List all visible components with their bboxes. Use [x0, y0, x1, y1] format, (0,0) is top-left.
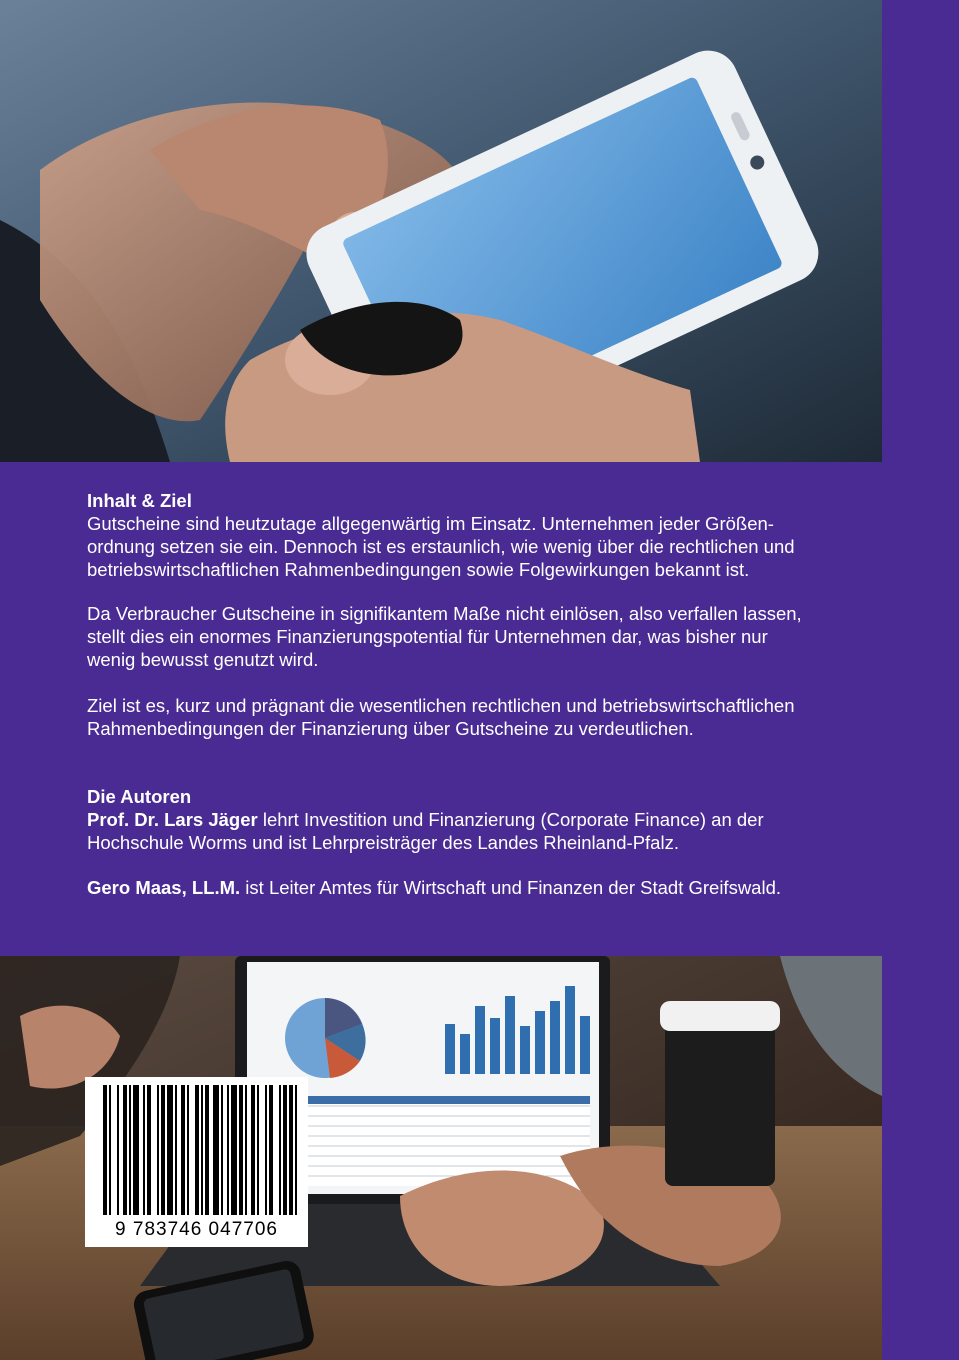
description-panel	[0, 462, 882, 956]
barcode-bar	[251, 1085, 255, 1215]
author-name-1: Prof. Dr. Lars Jäger	[87, 809, 258, 830]
barcode-bar	[283, 1085, 287, 1215]
barcode-bar	[187, 1085, 189, 1215]
barcode-bar	[109, 1085, 111, 1215]
paragraph-goal: Ziel ist es, kurz und prägnant die wesentlichen rechtlichen und betriebswirtschaftlichen Rahmenbedingungen der Finanzierung über Gutscheine zu verdeutlichen.	[87, 695, 795, 739]
barcode-bar	[123, 1085, 127, 1215]
author-name-2: Gero Maas, LL.M.	[87, 877, 241, 898]
barcode-bar	[257, 1085, 259, 1215]
barcode-bar	[161, 1085, 165, 1215]
barcode-bar	[103, 1085, 107, 1215]
section-heading-authors: Die Autoren	[87, 786, 192, 807]
paragraph-intro: Gutscheine sind heutzutage allgegenwärtig im Einsatz. Unternehmen jeder Größen- ordnung setzen sie ein. Dennoch ist es erstaunlich, wie wenig über die rechtlichen und betriebswirtschaftlichen Rahmenbedingungen sowie Folgewirkungen bekannt ist.	[87, 513, 795, 580]
barcode-bar	[205, 1085, 209, 1215]
barcode-bar	[167, 1085, 173, 1215]
paragraph-finance: Da Verbraucher Gutscheine in signifikantem Maße nicht einlösen, also verfallen lassen, stellt dies ein enormes Finanzierungspotential für Unternehmen dar, was bisher nur wenig bewusst genutzt wird.	[87, 603, 802, 670]
cover-spine-strip	[882, 0, 959, 1360]
barcode-bar	[295, 1085, 297, 1215]
barcode-bar	[157, 1085, 159, 1215]
barcode-bar	[143, 1085, 145, 1215]
author-text-2: ist Leiter Amtes für Wirtschaft und Finanzen der Stadt Greifswald.	[240, 877, 782, 898]
smartphone-photo	[0, 0, 882, 462]
isbn-barcode	[85, 1077, 308, 1247]
barcode-bar	[221, 1085, 223, 1215]
barcode-bar	[147, 1085, 151, 1215]
barcode-bar	[269, 1085, 273, 1215]
barcode-bar	[289, 1085, 293, 1215]
author-text-1: lehrt Investition und Finanzierung (Corporate Finance) an der Hochschule Worms und ist Lehrpreisträger des Landes Rheinland-Pfalz.	[87, 809, 764, 853]
barcode-bar	[227, 1085, 229, 1215]
barcode-bar	[265, 1085, 267, 1215]
barcode-bar	[133, 1085, 139, 1215]
barcode-bar	[201, 1085, 203, 1215]
barcode-bar	[239, 1085, 243, 1215]
barcode-bar	[175, 1085, 177, 1215]
barcode-bar	[129, 1085, 131, 1215]
barcode-number: 9 783746 047706	[115, 1219, 278, 1240]
barcode-bar	[117, 1085, 119, 1215]
section-heading-content: Inhalt & Ziel	[87, 490, 192, 511]
author-bio-2	[87, 876, 877, 899]
barcode-bar	[231, 1085, 237, 1215]
barcode-bar	[195, 1085, 199, 1215]
barcode-bar	[213, 1085, 219, 1215]
barcode-bar	[181, 1085, 185, 1215]
barcode-bar	[245, 1085, 247, 1215]
author-bio-1	[87, 808, 877, 854]
barcode-bars	[85, 1077, 308, 1217]
barcode-bar	[279, 1085, 281, 1215]
